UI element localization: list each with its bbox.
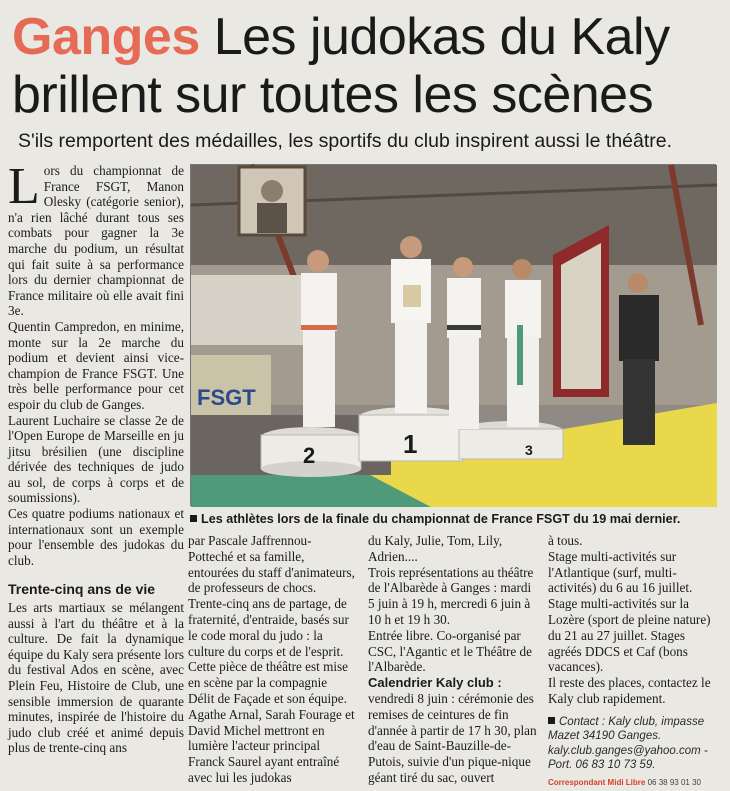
judoka-1 bbox=[301, 250, 337, 427]
photo-caption bbox=[190, 512, 720, 526]
col4-paragraph-2: Stage multi-activités sur l'Atlantique (surf, multi-activités) du 6 au 16 juillet. Stage multi-activités sur la Lozère (sport de pleine nature) du 21 au 27 juillet. Stages agréés DDCS et Caf (bons vacances). bbox=[548, 548, 711, 675]
article-column-3 bbox=[368, 533, 538, 786]
col4-paragraph-1: à tous. bbox=[548, 533, 583, 548]
correspondent-credit bbox=[548, 775, 720, 791]
credit-phone: 06 38 93 01 30 bbox=[647, 777, 701, 787]
contact-bullet-icon bbox=[548, 717, 555, 724]
col4-paragraph-3: Il reste des places, contactez le Kaly club rapidement. bbox=[548, 675, 711, 706]
coach bbox=[619, 273, 659, 445]
col3-paragraph-3: Entrée libre. Co-organisé par CSC, l'Agantic et le Théâtre de l'Albarède. bbox=[368, 627, 532, 675]
col2-paragraph-1: par Pascale Jaffrennou-Potteché et sa famille, entourées du staff d'animateurs, de professeurs de chocs. Trente-cinq ans de partage, de fraternité, d'entraide, basés sur le code moral du judo : la culture du corps et de l'esprit. bbox=[188, 533, 355, 659]
paragraph-1 bbox=[8, 158, 184, 319]
judoka-3 bbox=[447, 257, 481, 429]
caption-bullet-icon bbox=[190, 515, 197, 522]
podium-label-2: 2 bbox=[303, 443, 316, 468]
paragraph-5: Les arts martiaux se mélangent aussi à l'art du théâtre et à la culture. De fait la dynamique équipe du Kaly sera présente lors du festival Ados en scène, avec Plein Feu, Histoire de Club, une sensible immersion de quarante minutes, inspirée de l'histoire du judo club créé et animé depuis plus de trente-cinq ans bbox=[8, 600, 184, 756]
section-title: Trente-cinq ans de vie bbox=[8, 581, 156, 598]
article-column-2 bbox=[188, 533, 356, 786]
paragraph-4: Ces quatre podiums nationaux et internationaux sont un exemple pour l'ensemble des judokas du club. bbox=[8, 506, 184, 568]
fsgt-sign-text: FSGT bbox=[197, 385, 256, 410]
podium-label-3: 3 bbox=[525, 442, 533, 458]
calendar-title: Calendrier Kaly club : bbox=[368, 675, 502, 691]
podium-third bbox=[459, 429, 563, 459]
headline bbox=[12, 8, 722, 124]
podium-photo bbox=[190, 164, 716, 506]
credit-label: Correspondant Midi Libre bbox=[548, 777, 646, 787]
paragraph-1-text: ors du championnat de France FSGT, Manon Olesky (catégorie senior), n'a rien lâché durant tous ses combats pour gagner la 3e marche du podium, un résultat qui fait suite à sa performance lors du dernier championnat de France militaire où elle avait fini 3e. bbox=[8, 163, 184, 319]
contact-address: Contact : Kaly club, impasse Mazet 34190 Ganges. bbox=[548, 715, 705, 743]
col2-paragraph-2: Cette pièce de théâtre est mise en scène par la compagnie Délit de Façade et son équipe. Agathe Arnal, Sarah Fourage et David Michel mettront en lumière l'acteur principal Franck Saurel ayant entraîné avec lui les judokas bbox=[188, 659, 355, 785]
banner-board bbox=[191, 275, 311, 345]
paragraph-3: Laurent Luchaire se classe 2e de l'Open Europe de Marseille en ju jitsu brésilien (une discipline dérivée des techniques de judo au sol, de corps à corps et de soumissions). bbox=[8, 412, 184, 506]
subheadline: S'ils remportent des médailles, les sportifs du club inspirent aussi le théâtre. bbox=[18, 130, 673, 152]
photo-caption-text: Les athlètes lors de la finale du championnat de France FSGT du 19 mai dernier. bbox=[201, 512, 681, 526]
drop-cap: L bbox=[8, 158, 40, 215]
headline-kicker: Ganges bbox=[12, 8, 200, 66]
article-column-4 bbox=[548, 533, 720, 791]
contact-block bbox=[548, 715, 720, 773]
headline-title: Les judokas du Kaly brillent sur toutes les scènes bbox=[12, 8, 670, 124]
contact-email-phone: kaly.club.ganges@yahoo.com - Port. 06 83 10 73 59. bbox=[548, 744, 708, 772]
podium-label-1: 1 bbox=[403, 429, 418, 459]
judoka-4 bbox=[505, 259, 541, 427]
judoka-2 bbox=[391, 236, 431, 413]
podium-photo-illustration bbox=[191, 165, 717, 507]
col3-paragraph-4: vendredi 8 juin : cérémonie des remises de ceintures de fin d'année à partir de 17 h 30, plan d'eau de Saint-Bauzille-de-Putois, suivie d'un pique-nique géant tiré du sac, ouvert bbox=[368, 690, 537, 785]
article-column-left bbox=[8, 158, 184, 756]
paragraph-2: Quentin Campredon, en minime, monte sur la 2e marche du podium et devient ainsi vice-champion de France FSGT. Une très belle performance pour cet espoir du club de Ganges. bbox=[8, 318, 184, 412]
col3-paragraph-2: Trois représentations au théâtre de l'Albarède à Ganges : mardi 5 juin à 19 h, mercredi 6 juin à 10 h et 19 h 30. bbox=[368, 564, 534, 627]
col3-paragraph-1: du Kaly, Julie, Tom, Lily, Adrien.... bbox=[368, 533, 503, 564]
